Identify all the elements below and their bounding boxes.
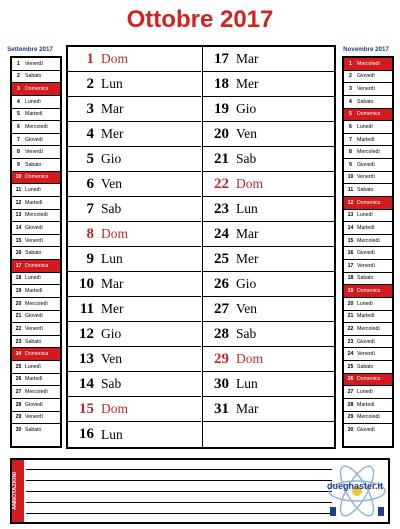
day-weekday: Gio <box>101 151 122 166</box>
day-number: 8 <box>86 225 94 242</box>
mini-day-row <box>12 424 60 437</box>
day-row <box>203 172 336 197</box>
mini-day-weekday: Mercoledì <box>357 149 380 156</box>
day-number: 26 <box>214 275 229 292</box>
day-row <box>68 197 201 222</box>
day-row <box>203 372 336 397</box>
mini-day-number: 28 <box>347 401 354 408</box>
mini-day-weekday: Venerdì <box>357 174 375 181</box>
mini-day-row <box>12 121 60 134</box>
mini-day-row <box>344 285 392 298</box>
atom-logo-icon <box>326 461 388 521</box>
mini-day-row <box>344 83 392 96</box>
mini-day-number: 6 <box>17 123 20 130</box>
mini-day-row <box>12 71 60 84</box>
mini-day-weekday: Mercoledì <box>357 237 380 244</box>
mini-day-weekday: Martedì <box>25 376 43 383</box>
mini-day-number: 23 <box>347 338 354 345</box>
note-line <box>26 513 332 514</box>
day-row <box>68 422 201 447</box>
mini-day-weekday: Mercoledì <box>357 60 380 67</box>
mini-day-number: 18 <box>347 275 354 282</box>
mini-day-row <box>12 159 60 172</box>
mini-day-weekday: Domenica <box>25 174 49 181</box>
mini-day-row <box>12 58 60 71</box>
mini-day-number: 10 <box>347 174 354 181</box>
mini-day-number: 14 <box>347 224 354 231</box>
mini-day-number: 21 <box>347 313 354 320</box>
day-number: 14 <box>79 375 94 392</box>
mini-day-row <box>12 134 60 147</box>
month-grid <box>66 45 336 449</box>
day-weekday: Gio <box>236 101 257 116</box>
mini-day-number: 18 <box>15 275 22 282</box>
day-weekday: Ven <box>101 176 122 191</box>
mini-day-weekday: Lunedì <box>25 275 41 282</box>
day-row <box>203 72 336 97</box>
mini-day-number: 16 <box>347 250 354 257</box>
mini-day-row <box>344 336 392 349</box>
mini-day-number: 12 <box>347 199 354 206</box>
mini-day-row <box>344 172 392 185</box>
day-row <box>68 222 201 247</box>
mini-day-number: 1 <box>17 60 20 67</box>
mini-day-row <box>12 222 60 235</box>
mini-day-number: 4 <box>349 98 352 105</box>
day-weekday: Gio <box>101 326 122 341</box>
mini-day-row <box>12 285 60 298</box>
mini-day-row <box>344 159 392 172</box>
day-number: 3 <box>86 100 94 117</box>
day-row <box>203 247 336 272</box>
mini-day-weekday: Domenica <box>357 199 381 206</box>
day-number: 4 <box>86 125 94 142</box>
mini-day-weekday: Giovedì <box>357 161 375 168</box>
mini-day-row <box>12 311 60 324</box>
mini-day-number: 10 <box>15 174 22 181</box>
mini-day-weekday: Martedì <box>25 288 43 295</box>
mini-day-weekday: Venerdì <box>25 60 43 67</box>
mini-day-number: 7 <box>349 136 352 143</box>
mini-day-row <box>12 412 60 425</box>
mini-day-row <box>344 323 392 336</box>
mini-day-number: 1 <box>349 60 352 67</box>
mini-day-row <box>344 197 392 210</box>
day-row <box>68 72 201 97</box>
mini-day-number: 5 <box>17 111 20 118</box>
mini-day-weekday: Lunedì <box>357 389 373 396</box>
mini-day-row <box>12 172 60 185</box>
mini-day-number: 26 <box>347 376 354 383</box>
day-weekday: Mer <box>236 251 259 266</box>
day-number: 23 <box>214 200 229 217</box>
mini-day-row <box>12 83 60 96</box>
mini-day-number: 29 <box>347 414 354 421</box>
mini-day-weekday: Sabato <box>25 427 42 434</box>
mini-day-row <box>344 71 392 84</box>
mini-day-weekday: Giovedì <box>357 427 375 434</box>
mini-day-weekday: Mercoledì <box>25 212 48 219</box>
mini-day-row <box>12 323 60 336</box>
day-number: 25 <box>214 250 229 267</box>
day-row <box>203 322 336 347</box>
mini-day-weekday: Martedì <box>357 401 375 408</box>
mini-day-number: 7 <box>17 136 20 143</box>
mini-day-weekday: Venerdì <box>357 86 375 93</box>
note-line <box>26 469 332 470</box>
day-row <box>203 347 336 372</box>
mini-day-row <box>12 374 60 387</box>
mini-day-row <box>12 348 60 361</box>
mini-day-row <box>12 109 60 122</box>
mini-day-row <box>344 146 392 159</box>
notes-label: ANNOTAZIONI <box>12 472 18 510</box>
day-row <box>203 147 336 172</box>
day-row <box>68 272 201 297</box>
next-month-list <box>342 56 394 448</box>
day-weekday: Mar <box>101 101 124 116</box>
mini-day-number: 29 <box>15 414 22 421</box>
day-row <box>203 297 336 322</box>
mini-day-number: 20 <box>347 300 354 307</box>
mini-day-row <box>344 424 392 437</box>
day-weekday: Mar <box>236 401 259 416</box>
mini-day-number: 5 <box>349 111 352 118</box>
mini-day-weekday: Giovedì <box>25 224 43 231</box>
day-weekday: Gio <box>236 276 257 291</box>
day-number: 17 <box>214 50 229 67</box>
mini-day-weekday: Mercoledì <box>357 414 380 421</box>
mini-day-weekday: Giovedì <box>357 250 375 257</box>
day-number: 13 <box>79 350 94 367</box>
mini-day-number: 17 <box>347 262 354 269</box>
mini-day-weekday: Lunedì <box>357 300 373 307</box>
mini-day-row <box>12 336 60 349</box>
mini-day-weekday: Martedì <box>25 111 43 118</box>
mini-day-weekday: Sabato <box>357 187 374 194</box>
mini-day-row <box>12 96 60 109</box>
mini-day-row <box>12 386 60 399</box>
day-weekday: Sab <box>101 376 122 391</box>
mini-day-number: 3 <box>349 86 352 93</box>
day-weekday: Dom <box>101 226 128 241</box>
day-number: 16 <box>79 426 94 442</box>
day-weekday: Mer <box>101 301 124 316</box>
mini-day-row <box>344 134 392 147</box>
day-row <box>68 322 201 347</box>
day-weekday: Mar <box>101 276 124 291</box>
mini-day-weekday: Domenica <box>357 376 381 383</box>
mini-day-number: 30 <box>15 427 22 434</box>
mini-day-weekday: Mercoledì <box>25 389 48 396</box>
notes-tab <box>12 460 24 522</box>
mini-day-weekday: Venerdì <box>25 325 43 332</box>
day-row <box>68 247 201 272</box>
mini-day-weekday: Giovedì <box>357 338 375 345</box>
day-row <box>68 347 201 372</box>
mini-day-row <box>12 184 60 197</box>
mini-day-row <box>344 235 392 248</box>
mini-day-number: 21 <box>15 313 22 320</box>
mini-day-number: 2 <box>17 73 20 80</box>
mini-day-weekday: Giovedì <box>357 73 375 80</box>
mini-day-number: 27 <box>347 389 354 396</box>
mini-day-number: 24 <box>15 351 22 358</box>
mini-day-weekday: Lunedì <box>357 123 373 130</box>
mini-day-row <box>344 311 392 324</box>
mini-day-weekday: Sabato <box>25 73 42 80</box>
day-number: 29 <box>214 350 229 367</box>
mini-day-weekday: Sabato <box>25 250 42 257</box>
mini-day-number: 11 <box>15 187 22 194</box>
day-row <box>203 272 336 297</box>
mini-day-number: 6 <box>349 123 352 130</box>
mini-day-weekday: Domenica <box>357 111 381 118</box>
day-weekday: Mer <box>101 126 124 141</box>
day-number: 18 <box>214 75 229 92</box>
mini-day-weekday: Venerdì <box>25 414 43 421</box>
note-line <box>26 491 332 492</box>
mini-day-number: 11 <box>347 187 354 194</box>
mini-day-row <box>12 260 60 273</box>
day-row <box>68 122 201 147</box>
mini-day-row <box>344 247 392 260</box>
mini-day-row <box>344 348 392 361</box>
mini-day-row <box>344 412 392 425</box>
day-weekday: Ven <box>236 301 257 316</box>
mini-day-row <box>344 273 392 286</box>
day-row <box>203 397 336 422</box>
day-number: 12 <box>79 325 94 342</box>
mini-day-number: 3 <box>17 86 20 93</box>
day-row <box>68 397 201 422</box>
day-number: 27 <box>214 300 229 317</box>
mini-day-row <box>344 374 392 387</box>
day-row <box>68 147 201 172</box>
mini-day-number: 15 <box>15 237 22 244</box>
day-weekday: Lun <box>101 426 123 442</box>
day-number: 22 <box>214 175 229 192</box>
mini-day-row <box>344 399 392 412</box>
mini-day-number: 13 <box>347 212 354 219</box>
mini-day-weekday: Sabato <box>357 275 374 282</box>
day-number: 5 <box>86 150 94 167</box>
day-row <box>68 172 201 197</box>
mini-day-weekday: Venerdì <box>25 149 43 156</box>
mini-day-weekday: Venerdì <box>357 262 375 269</box>
day-weekday: Mar <box>236 226 259 241</box>
mini-day-row <box>344 260 392 273</box>
mini-day-number: 30 <box>347 427 354 434</box>
logo-text: dueghaster.it <box>326 481 383 491</box>
mini-day-weekday: Domenica <box>357 288 381 295</box>
mini-day-number: 19 <box>15 288 22 295</box>
mini-day-weekday: Sabato <box>25 338 42 345</box>
day-number: 11 <box>79 300 94 317</box>
mini-day-weekday: Giovedì <box>25 313 43 320</box>
mini-day-weekday: Mercoledì <box>25 300 48 307</box>
mini-day-row <box>12 247 60 260</box>
day-row <box>68 97 201 122</box>
note-line <box>26 480 332 481</box>
mini-day-row <box>12 197 60 210</box>
day-number: 10 <box>79 275 94 292</box>
day-number: 28 <box>214 325 229 342</box>
mini-day-number: 4 <box>17 98 20 105</box>
mini-day-row <box>344 58 392 71</box>
mini-day-row <box>344 96 392 109</box>
mini-day-weekday: Domenica <box>25 262 49 269</box>
mini-day-number: 8 <box>349 149 352 156</box>
mini-day-number: 22 <box>15 325 22 332</box>
mini-day-row <box>344 109 392 122</box>
day-weekday: Ven <box>236 126 257 141</box>
mini-day-weekday: Lunedì <box>25 98 41 105</box>
mini-day-row <box>12 361 60 374</box>
mini-day-number: 13 <box>15 212 22 219</box>
day-weekday: Ven <box>101 351 122 366</box>
day-number: 1 <box>86 50 94 67</box>
mini-day-row <box>344 298 392 311</box>
mini-day-number: 25 <box>347 363 354 370</box>
mini-day-row <box>12 235 60 248</box>
mini-day-number: 14 <box>15 224 22 231</box>
mini-day-weekday: Martedì <box>357 224 375 231</box>
mini-day-row <box>12 210 60 223</box>
mini-day-number: 9 <box>349 161 352 168</box>
mini-day-weekday: Mercoledì <box>357 325 380 332</box>
day-number: 19 <box>214 100 229 117</box>
day-weekday: Mar <box>236 51 259 66</box>
day-number: 7 <box>86 200 94 217</box>
month-column-second <box>202 47 336 447</box>
day-weekday: Sab <box>236 151 257 166</box>
day-weekday: Dom <box>236 176 263 191</box>
day-weekday: Mer <box>236 76 259 91</box>
page-title: Ottobre 2017 <box>126 6 274 33</box>
day-row <box>203 197 336 222</box>
mini-day-number: 23 <box>15 338 22 345</box>
mini-day-row <box>12 298 60 311</box>
note-line <box>26 502 332 503</box>
mini-day-number: 20 <box>15 300 22 307</box>
mini-day-weekday: Venerdì <box>25 237 43 244</box>
day-weekday: Lun <box>101 76 123 91</box>
mini-day-weekday: Martedì <box>357 136 375 143</box>
mini-day-number: 15 <box>347 237 354 244</box>
mini-day-number: 27 <box>15 389 22 396</box>
mini-day-row <box>12 399 60 412</box>
mini-day-weekday: Domenica <box>25 351 49 358</box>
mini-day-weekday: Sabato <box>25 161 42 168</box>
mini-day-weekday: Lunedì <box>25 187 41 194</box>
day-number: 15 <box>79 400 94 417</box>
day-weekday: Dom <box>101 401 128 416</box>
mini-day-number: 9 <box>17 161 20 168</box>
month-column-first <box>68 47 201 447</box>
mini-day-row <box>344 222 392 235</box>
mini-day-number: 28 <box>15 401 22 408</box>
mini-day-weekday: Martedì <box>357 313 375 320</box>
mini-day-number: 22 <box>347 325 354 332</box>
mini-day-weekday: Martedì <box>25 199 43 206</box>
day-weekday: Lun <box>236 376 258 391</box>
day-row <box>203 122 336 147</box>
day-row <box>203 47 336 72</box>
day-weekday: Lun <box>101 251 123 266</box>
day-weekday: Lun <box>236 201 258 216</box>
mini-day-row <box>344 386 392 399</box>
mini-day-number: 19 <box>347 288 354 295</box>
mini-day-row <box>344 210 392 223</box>
day-weekday: Dom <box>236 351 263 366</box>
day-row <box>203 222 336 247</box>
mini-day-row <box>344 361 392 374</box>
mini-day-weekday: Mercoledì <box>25 123 48 130</box>
mini-day-weekday: Lunedì <box>25 363 41 370</box>
mini-day-row <box>344 121 392 134</box>
prev-month-label: Settembre 2017 <box>7 46 53 53</box>
mini-day-number: 16 <box>15 250 22 257</box>
mini-day-weekday: Domenica <box>25 86 49 93</box>
day-row <box>203 97 336 122</box>
day-number: 30 <box>214 375 229 392</box>
mini-day-row <box>12 146 60 159</box>
day-number: 24 <box>214 225 229 242</box>
mini-day-number: 26 <box>15 376 22 383</box>
mini-day-number: 8 <box>17 149 20 156</box>
mini-day-weekday: Giovedì <box>25 136 43 143</box>
mini-day-weekday: Venerdì <box>357 351 375 358</box>
mini-day-weekday: Sabato <box>357 363 374 370</box>
mini-day-number: 17 <box>15 262 22 269</box>
day-row <box>68 297 201 322</box>
mini-day-weekday: Sabato <box>357 98 374 105</box>
mini-day-weekday: Giovedì <box>25 401 43 408</box>
mini-day-number: 2 <box>349 73 352 80</box>
mini-day-weekday: Lunedì <box>357 212 373 219</box>
mini-day-row <box>12 273 60 286</box>
next-month-label: Novembre 2017 <box>343 46 389 53</box>
mini-day-row <box>344 184 392 197</box>
day-number: 2 <box>86 75 94 92</box>
day-weekday: Sab <box>236 326 257 341</box>
day-number: 31 <box>214 400 229 417</box>
mini-day-number: 25 <box>15 363 22 370</box>
day-row <box>68 47 201 72</box>
day-number: 6 <box>86 175 94 192</box>
day-row <box>68 372 201 397</box>
day-number: 21 <box>214 150 229 167</box>
prev-month-list <box>10 56 62 448</box>
mini-day-number: 12 <box>15 199 22 206</box>
day-weekday: Sab <box>101 201 122 216</box>
day-weekday: Dom <box>101 51 128 66</box>
day-number: 9 <box>86 250 94 267</box>
day-number: 20 <box>214 125 229 142</box>
mini-day-number: 24 <box>347 351 354 358</box>
